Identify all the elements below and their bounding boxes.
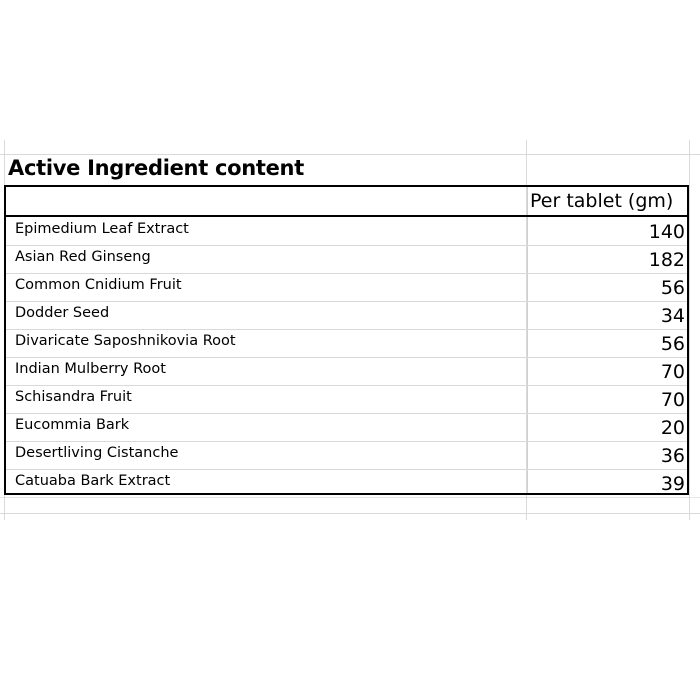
gridline	[0, 513, 700, 514]
ingredient-amount: 140	[648, 221, 685, 243]
ingredient-amount: 70	[660, 389, 685, 411]
ingredient-name: Catuaba Bark Extract	[15, 473, 171, 489]
ingredient-amount: 56	[660, 333, 685, 355]
gridline	[0, 154, 700, 155]
ingredient-amount: 70	[660, 361, 685, 383]
table-row	[6, 413, 687, 442]
gridline	[0, 497, 700, 498]
ingredient-name: Epimedium Leaf Extract	[15, 221, 189, 237]
ingredient-name: Eucommia Bark	[15, 417, 130, 433]
table-row	[6, 385, 687, 414]
ingredient-amount: 56	[660, 277, 685, 299]
table-row	[6, 217, 687, 246]
table-row	[6, 301, 687, 330]
column-header-per-tablet: Per tablet (gm)	[530, 190, 674, 212]
table-row	[6, 245, 687, 274]
gridline	[689, 140, 690, 520]
table-row	[6, 273, 687, 302]
table-row	[6, 441, 687, 470]
ingredient-name: Dodder Seed	[15, 305, 110, 321]
ingredient-amount: 20	[660, 417, 685, 439]
ingredient-name: Common Cnidium Fruit	[15, 277, 182, 293]
table-row	[6, 329, 687, 358]
table-header-row	[6, 187, 687, 217]
ingredient-amount: 182	[648, 249, 685, 271]
page-title: Active Ingredient content	[8, 156, 304, 180]
ingredient-amount: 36	[660, 445, 685, 467]
table-row	[6, 469, 687, 497]
ingredient-name: Schisandra Fruit	[15, 389, 132, 405]
ingredient-table	[4, 185, 689, 495]
ingredient-amount: 34	[660, 305, 685, 327]
ingredient-name: Desertliving Cistanche	[15, 445, 179, 461]
ingredient-name: Divaricate Saposhnikovia Root	[15, 333, 236, 349]
table-row	[6, 357, 687, 386]
ingredient-amount: 39	[660, 473, 685, 495]
ingredient-name: Asian Red Ginseng	[15, 249, 151, 265]
ingredient-name: Indian Mulberry Root	[15, 361, 166, 377]
